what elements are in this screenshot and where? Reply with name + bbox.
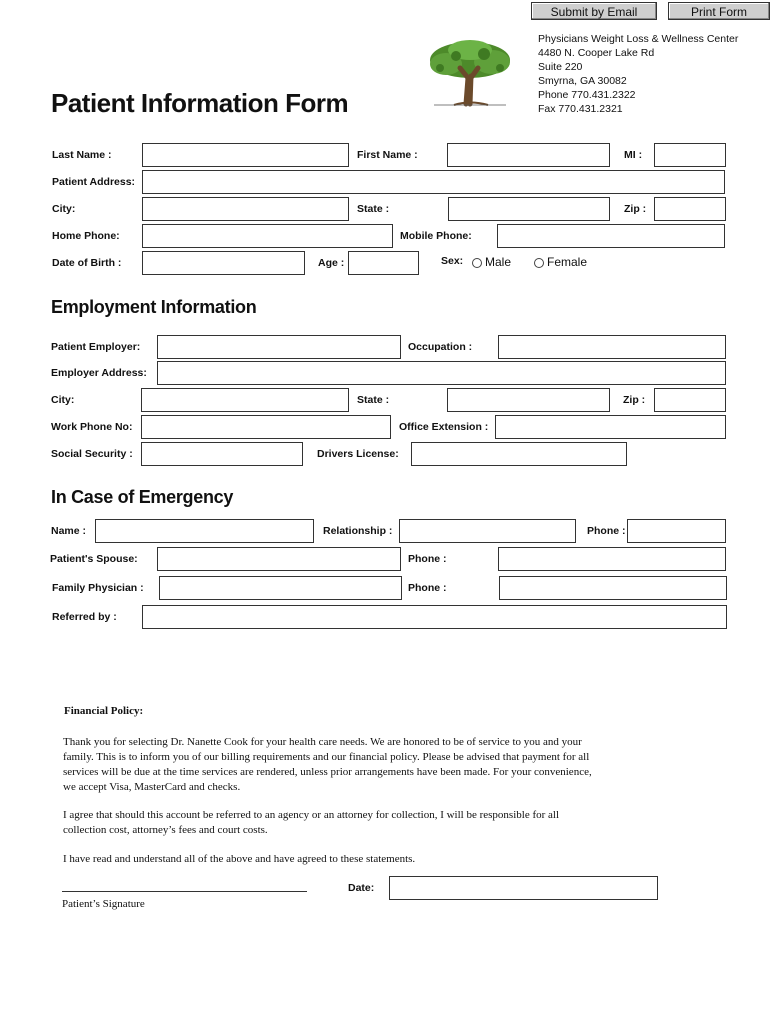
employment-heading: Employment Information <box>51 297 257 317</box>
city-label: City: <box>52 203 76 215</box>
home-phone-field[interactable] <box>142 224 393 248</box>
age-field[interactable] <box>348 251 419 275</box>
sex-female-radio[interactable] <box>534 258 544 268</box>
policy-paragraph-2: I agree that should this account be referred to an agency or an attorney for collection, I will be responsible for all collection cost, attorney’s fees and court costs. <box>63 809 560 836</box>
employer-zip-label: Zip : <box>623 394 646 406</box>
drivers-license-field[interactable] <box>411 442 627 466</box>
signature-label: Patient’s Signature <box>62 898 145 910</box>
state-label: State : <box>357 203 390 215</box>
referred-by-label: Referred by : <box>52 611 117 623</box>
emergency-heading: In Case of Emergency <box>51 487 234 507</box>
physician-phone-label: Phone : <box>408 582 447 594</box>
office-extension-label: Office Extension : <box>399 421 489 433</box>
page-title: Patient Information Form <box>51 88 349 118</box>
relationship-field[interactable] <box>399 519 576 543</box>
last-name-field[interactable] <box>142 143 349 167</box>
employer-city-field[interactable] <box>141 388 349 412</box>
employer-field[interactable] <box>157 335 401 359</box>
occupation-label: Occupation : <box>408 341 473 353</box>
zip-label: Zip : <box>624 203 647 215</box>
occupation-field[interactable] <box>498 335 726 359</box>
dob-field[interactable] <box>142 251 305 275</box>
first-name-label: First Name : <box>357 149 418 161</box>
relationship-label: Relationship : <box>323 525 393 537</box>
org-address1: 4480 N. Cooper Lake Rd <box>538 47 655 59</box>
drivers-license-label: Drivers License: <box>317 448 399 460</box>
emergency-phone-label: Phone : <box>587 525 626 537</box>
family-physician-field[interactable] <box>159 576 402 600</box>
print-form-button[interactable]: Print Form <box>668 2 770 20</box>
sex-male-radio[interactable] <box>472 258 482 268</box>
mi-field[interactable] <box>654 143 726 167</box>
patient-address-field[interactable] <box>142 170 725 194</box>
submit-by-email-button[interactable]: Submit by Email <box>531 2 657 20</box>
patient-address-label: Patient Address: <box>52 176 136 188</box>
employer-zip-field[interactable] <box>654 388 726 412</box>
first-name-field[interactable] <box>447 143 610 167</box>
work-phone-label: Work Phone No: <box>51 421 133 433</box>
mobile-phone-field[interactable] <box>497 224 725 248</box>
employer-state-label: State : <box>357 394 390 406</box>
employer-address-label: Employer Address: <box>51 367 147 379</box>
emergency-phone-field[interactable] <box>627 519 726 543</box>
referred-by-field[interactable] <box>142 605 727 629</box>
org-city: Smyrna, GA 30082 <box>538 75 627 87</box>
office-extension-field[interactable] <box>495 415 726 439</box>
spouse-phone-label: Phone : <box>408 553 447 565</box>
mobile-phone-label: Mobile Phone: <box>400 230 472 242</box>
employer-address-field[interactable] <box>157 361 726 385</box>
policy-paragraph-3: I have read and understand all of the above and have agreed to these statements. <box>63 853 416 865</box>
spouse-phone-field[interactable] <box>498 547 726 571</box>
family-physician-label: Family Physician : <box>52 582 144 594</box>
date-label: Date: <box>348 882 375 894</box>
sex-label: Sex: <box>441 255 464 267</box>
physician-phone-field[interactable] <box>499 576 727 600</box>
org-address2: Suite 220 <box>538 61 583 73</box>
org-name: Physicians Weight Loss & Wellness Center <box>538 33 739 45</box>
dob-label: Date of Birth : <box>52 257 122 269</box>
signature-line[interactable] <box>62 891 307 892</box>
state-field[interactable] <box>448 197 610 221</box>
date-field[interactable] <box>389 876 658 900</box>
age-label: Age : <box>318 257 345 269</box>
last-name-label: Last Name : <box>52 149 112 161</box>
employer-city-label: City: <box>51 394 75 406</box>
work-phone-field[interactable] <box>141 415 391 439</box>
emergency-name-label: Name : <box>51 525 87 537</box>
sex-male-label: Male <box>485 255 512 269</box>
emergency-name-field[interactable] <box>95 519 314 543</box>
employer-state-field[interactable] <box>447 388 610 412</box>
social-security-label: Social Security : <box>51 448 133 460</box>
zip-field[interactable] <box>654 197 726 221</box>
employer-label: Patient Employer: <box>51 341 141 353</box>
org-fax: Fax 770.431.2321 <box>538 103 623 115</box>
spouse-field[interactable] <box>157 547 401 571</box>
home-phone-label: Home Phone: <box>52 230 120 242</box>
org-info <box>538 32 738 116</box>
org-phone: Phone 770.431.2322 <box>538 89 636 101</box>
spouse-label: Patient's Spouse: <box>50 553 138 565</box>
financial-policy-heading: Financial Policy: <box>64 705 144 717</box>
tree-logo-icon <box>426 38 514 108</box>
policy-paragraph-1: Thank you for selecting Dr. Nanette Cook for your health care needs. We are honored to be of service to you and your family. This is to inform you of our billing requirements and our financial policy. Please be advised that payment for all services will be due at the time services are rendered, unless prior arrangements have been made. For your convenience, we accept Visa, MasterCard and checks. <box>63 736 592 793</box>
city-field[interactable] <box>142 197 349 221</box>
social-security-field[interactable] <box>141 442 303 466</box>
sex-female-label: Female <box>547 255 588 269</box>
mi-label: MI : <box>624 149 643 161</box>
